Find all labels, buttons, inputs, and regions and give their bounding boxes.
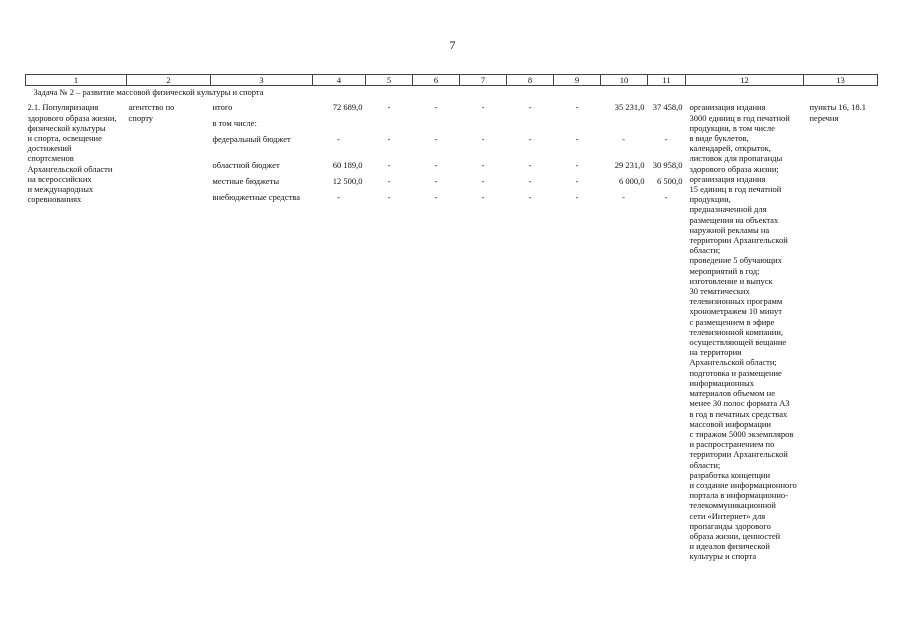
value: -	[481, 192, 485, 203]
value: -	[434, 102, 438, 113]
header-cell: 12	[686, 75, 804, 86]
header-cell: 8	[507, 75, 554, 86]
header-row	[26, 75, 878, 86]
reference: пункты 16, 18.1 перечня	[809, 102, 867, 123]
header-cell: 5	[366, 75, 413, 86]
value: -	[337, 192, 340, 203]
value: -	[337, 134, 340, 145]
value: -	[528, 134, 532, 145]
source-label: федеральный бюджет	[212, 134, 291, 145]
table-row	[26, 99, 878, 561]
col9-values	[554, 99, 601, 561]
value: -	[528, 192, 532, 203]
value: -	[387, 134, 391, 145]
expected-results: организация издания 3000 единиц в год печатной продукции, в том числе в виде буклетов, календарей, открыток, листовок для пропаганды здорового образа жизни; организация издания 15 единиц в год печатной продукции, предназначенной для размещения на объектах наружной рекламы на территории Архангельской области; проведение 5 обучающих мероприятий в год; изготовление и выпуск 30 тематических телевизионных программ хронометражем 10 минут с размещением в эфире телевизионной компании, осуществляющей вещание на территории Архангельской области; подготовка и размещение информационных материалов объемом не менее 30 полос формата А3 в год в печатных средствах массовой информации с тиражом 5000 экземпляров и распространением по территории Архангельской области; разработка концепции и создание информационного портала в информационно- телекоммуникационной сети «Интернет» для пропаганды здорового образа жизни, ценностей и идеалов физической культуры и спорта	[689, 102, 797, 562]
value: -	[528, 176, 532, 187]
value: 12 500,0	[332, 176, 363, 187]
value: -	[481, 160, 485, 171]
value: -	[528, 102, 532, 113]
program-table	[25, 74, 878, 562]
value: 35 231,0	[614, 102, 645, 113]
col7-values	[460, 99, 507, 561]
value: -	[481, 134, 485, 145]
measure-name: 2.1. Популяризация здорового образа жизни, физической культуры и спорта, освещение достижений спортсменов Архангельской области на всероссийских и международных соревнованиях	[27, 102, 117, 205]
value: -	[664, 192, 668, 203]
col11-values	[648, 99, 686, 561]
value: -	[387, 176, 391, 187]
value: -	[575, 192, 579, 203]
value	[462, 118, 505, 134]
value: -	[575, 160, 579, 171]
col6-values	[413, 99, 460, 561]
value: -	[434, 192, 438, 203]
value: -	[575, 102, 579, 113]
value: 37 458,0	[652, 102, 683, 113]
header-cell: 13	[804, 75, 878, 86]
value	[415, 118, 458, 134]
value	[368, 118, 411, 134]
header-cell: 6	[413, 75, 460, 86]
value: -	[387, 160, 391, 171]
header-cell: 4	[313, 75, 366, 86]
header-cell: 9	[554, 75, 601, 86]
value: -	[434, 160, 438, 171]
value	[603, 118, 645, 134]
col10-values	[601, 99, 648, 561]
value: -	[387, 102, 391, 113]
header-cell: 2	[127, 75, 211, 86]
value: -	[664, 134, 668, 145]
value: -	[481, 102, 485, 113]
header-cell: 3	[211, 75, 313, 86]
col8-values	[507, 99, 554, 561]
value	[509, 118, 552, 134]
task-heading: Задача № 2 – развитие массовой физической культуры и спорта	[33, 87, 264, 98]
value: 30 958,0	[652, 160, 683, 171]
value: -	[622, 134, 625, 145]
page-number: 7	[449, 38, 456, 52]
header-cell: 1	[26, 75, 127, 86]
executor: агентство по спорту	[128, 102, 175, 123]
funding-sources	[211, 99, 313, 561]
value: -	[387, 192, 391, 203]
header-cell: 7	[460, 75, 507, 86]
value: 6 000,0	[619, 176, 645, 187]
source-label: в том числе:	[212, 118, 257, 129]
value: 29 231,0	[614, 160, 645, 171]
value: -	[575, 134, 579, 145]
source-label: областной бюджет	[212, 160, 280, 171]
source-label: внебюджетные средства	[212, 192, 300, 203]
value: -	[434, 176, 438, 187]
value: -	[528, 160, 532, 171]
value	[650, 118, 683, 134]
source-label: местные бюджеты	[212, 176, 280, 187]
col4-values	[313, 99, 366, 561]
value	[315, 118, 363, 134]
value: 72 689,0	[332, 102, 363, 113]
value: 60 189,0	[332, 160, 363, 171]
value: -	[481, 176, 485, 187]
source-label: итого	[212, 102, 233, 113]
value: -	[434, 134, 438, 145]
header-cell: 10	[601, 75, 648, 86]
header-cell: 11	[648, 75, 686, 86]
value: -	[575, 176, 579, 187]
value	[556, 118, 599, 134]
value: -	[622, 192, 625, 203]
col5-values	[366, 99, 413, 561]
value: 6 500,0	[657, 176, 683, 187]
